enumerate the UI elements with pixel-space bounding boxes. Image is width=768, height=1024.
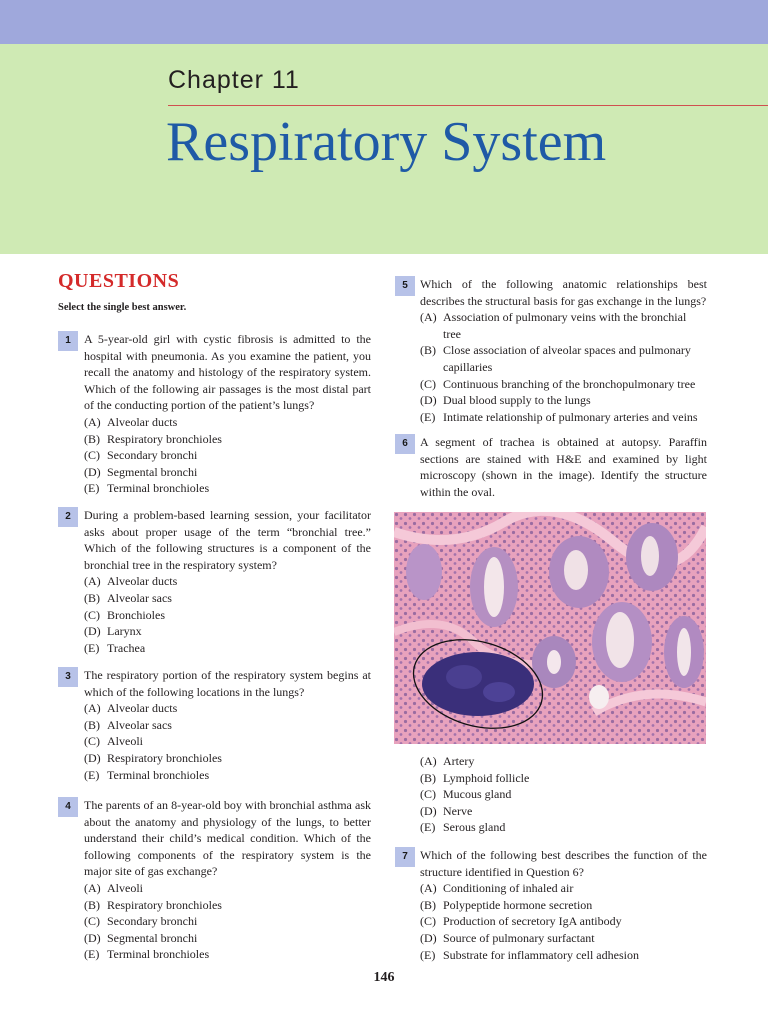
- answer-option: (B) Alveolar sacs: [84, 717, 172, 732]
- answer-option: (B) Close association of alveolar spaces and pulmonary capillaries: [420, 343, 691, 374]
- answer-option: (C) Production of secretory IgA antibody: [420, 914, 622, 929]
- answer-option: (E) Terminal bronchioles: [84, 947, 210, 962]
- question-number-badge: 4: [58, 797, 78, 817]
- answer-option: (E) Intimate relationship of pulmonary arteries and veins: [420, 409, 698, 424]
- answer-option: (E) Serous gland: [420, 820, 506, 835]
- question-2: [84, 507, 371, 656]
- question-1: [84, 331, 371, 497]
- question-number-badge: 7: [395, 847, 415, 867]
- answer-option: (B) Respiratory bronchioles: [84, 431, 222, 446]
- answer-option: (C) Bronchioles: [84, 607, 165, 622]
- question-stem: The parents of an 8-year-old boy with bronchial asthma ask about the anatomy and physiology of the lungs, to better understand their child’s medical condition. Which of the following components of the respiratory system is the major site of gas exchange?: [84, 798, 371, 879]
- micrograph-image: [394, 512, 706, 744]
- question-stem: Which of the following anatomic relationships best describes the structural basis for gas exchange in the lungs?: [420, 277, 707, 308]
- answer-option: (C) Secondary bronchi: [84, 448, 198, 463]
- answer-option: (A) Artery: [420, 754, 475, 768]
- answer-option: (E) Terminal bronchioles: [84, 481, 210, 496]
- question-5: [420, 276, 707, 425]
- answer-option: (D) Source of pulmonary surfactant: [420, 930, 595, 945]
- question-stem: A segment of trachea is obtained at autopsy. Paraffin sections are stained with H&E and examined by light microscopy (shown in the image). Identify the structure within the oval.: [420, 435, 707, 499]
- question-7: [420, 847, 707, 963]
- answer-option: (E) Terminal bronchioles: [84, 767, 210, 782]
- answer-option: (C) Alveoli: [84, 734, 143, 749]
- answer-option: (D) Nerve: [420, 803, 473, 818]
- answer-option: (B) Respiratory bronchioles: [84, 897, 222, 912]
- question-number-badge: 1: [58, 331, 78, 351]
- answer-option: (C) Mucous gland: [420, 787, 512, 802]
- answer-option: (D) Segmental bronchi: [84, 464, 198, 479]
- answer-option: (A) Alveolar ducts: [84, 574, 178, 589]
- histology-micrograph: [394, 512, 706, 744]
- chapter-title: Respiratory System: [166, 111, 607, 173]
- answer-option: (C) Secondary bronchi: [84, 914, 198, 929]
- question-6: [420, 434, 707, 500]
- chapter-label: Chapter 11: [168, 66, 300, 94]
- question-stem: Which of the following best describes the function of the structure identified in Question 6?: [420, 848, 707, 879]
- question-6-options: [420, 753, 707, 836]
- question-stem: The respiratory portion of the respiratory system begins at which of the following locations in the lungs?: [84, 668, 371, 699]
- question-number-badge: 2: [58, 507, 78, 527]
- answer-option: (A) Alveolar ducts: [84, 701, 178, 716]
- question-stem: A 5-year-old girl with cystic fibrosis is admitted to the hospital with pneumonia. As you examine the patient, you recall the anatomy and histology of the respiratory system. Which of the following air passages is the most distal part of the conducting portion of the patient’s lungs?: [84, 332, 371, 413]
- answer-option: (A) Association of pulmonary veins with the bronchial tree: [420, 310, 687, 341]
- answer-option: (A) Alveolar ducts: [84, 414, 178, 429]
- answer-option: (D) Larynx: [84, 624, 142, 639]
- top-color-band: [0, 0, 768, 44]
- answer-option: (D) Respiratory bronchioles: [84, 750, 222, 765]
- question-4: [84, 797, 371, 963]
- questions-heading: QUESTIONS: [58, 270, 180, 292]
- question-stem: During a problem-based learning session, your facilitator asks about proper usage of the term “bronchial tree.” Which of the following structures is a component of the bronchial tree in the respiratory system?: [84, 508, 371, 572]
- answer-option: (A) Alveoli: [84, 880, 143, 895]
- answer-option: (E) Trachea: [84, 640, 146, 655]
- header-rule: [168, 105, 768, 106]
- answer-option: (B) Alveolar sacs: [84, 590, 172, 605]
- answer-option: (C) Continuous branching of the bronchopulmonary tree: [420, 376, 696, 391]
- question-number-badge: 6: [395, 434, 415, 454]
- question-number-badge: 5: [395, 276, 415, 296]
- question-number-badge: 3: [58, 667, 78, 687]
- answer-option: (D) Dual blood supply to the lungs: [420, 393, 591, 408]
- answer-option: (E) Substrate for inflammatory cell adhesion: [420, 947, 639, 962]
- page-number: 146: [373, 970, 395, 985]
- answer-option: (D) Segmental bronchi: [84, 930, 198, 945]
- question-3: [84, 667, 371, 783]
- answer-option: (A) Conditioning of inhaled air: [420, 881, 574, 896]
- instructions: Select the single best answer.: [58, 302, 187, 313]
- answer-option: (B) Lymphoid follicle: [420, 770, 530, 785]
- answer-option: (B) Polypeptide hormone secretion: [420, 897, 593, 912]
